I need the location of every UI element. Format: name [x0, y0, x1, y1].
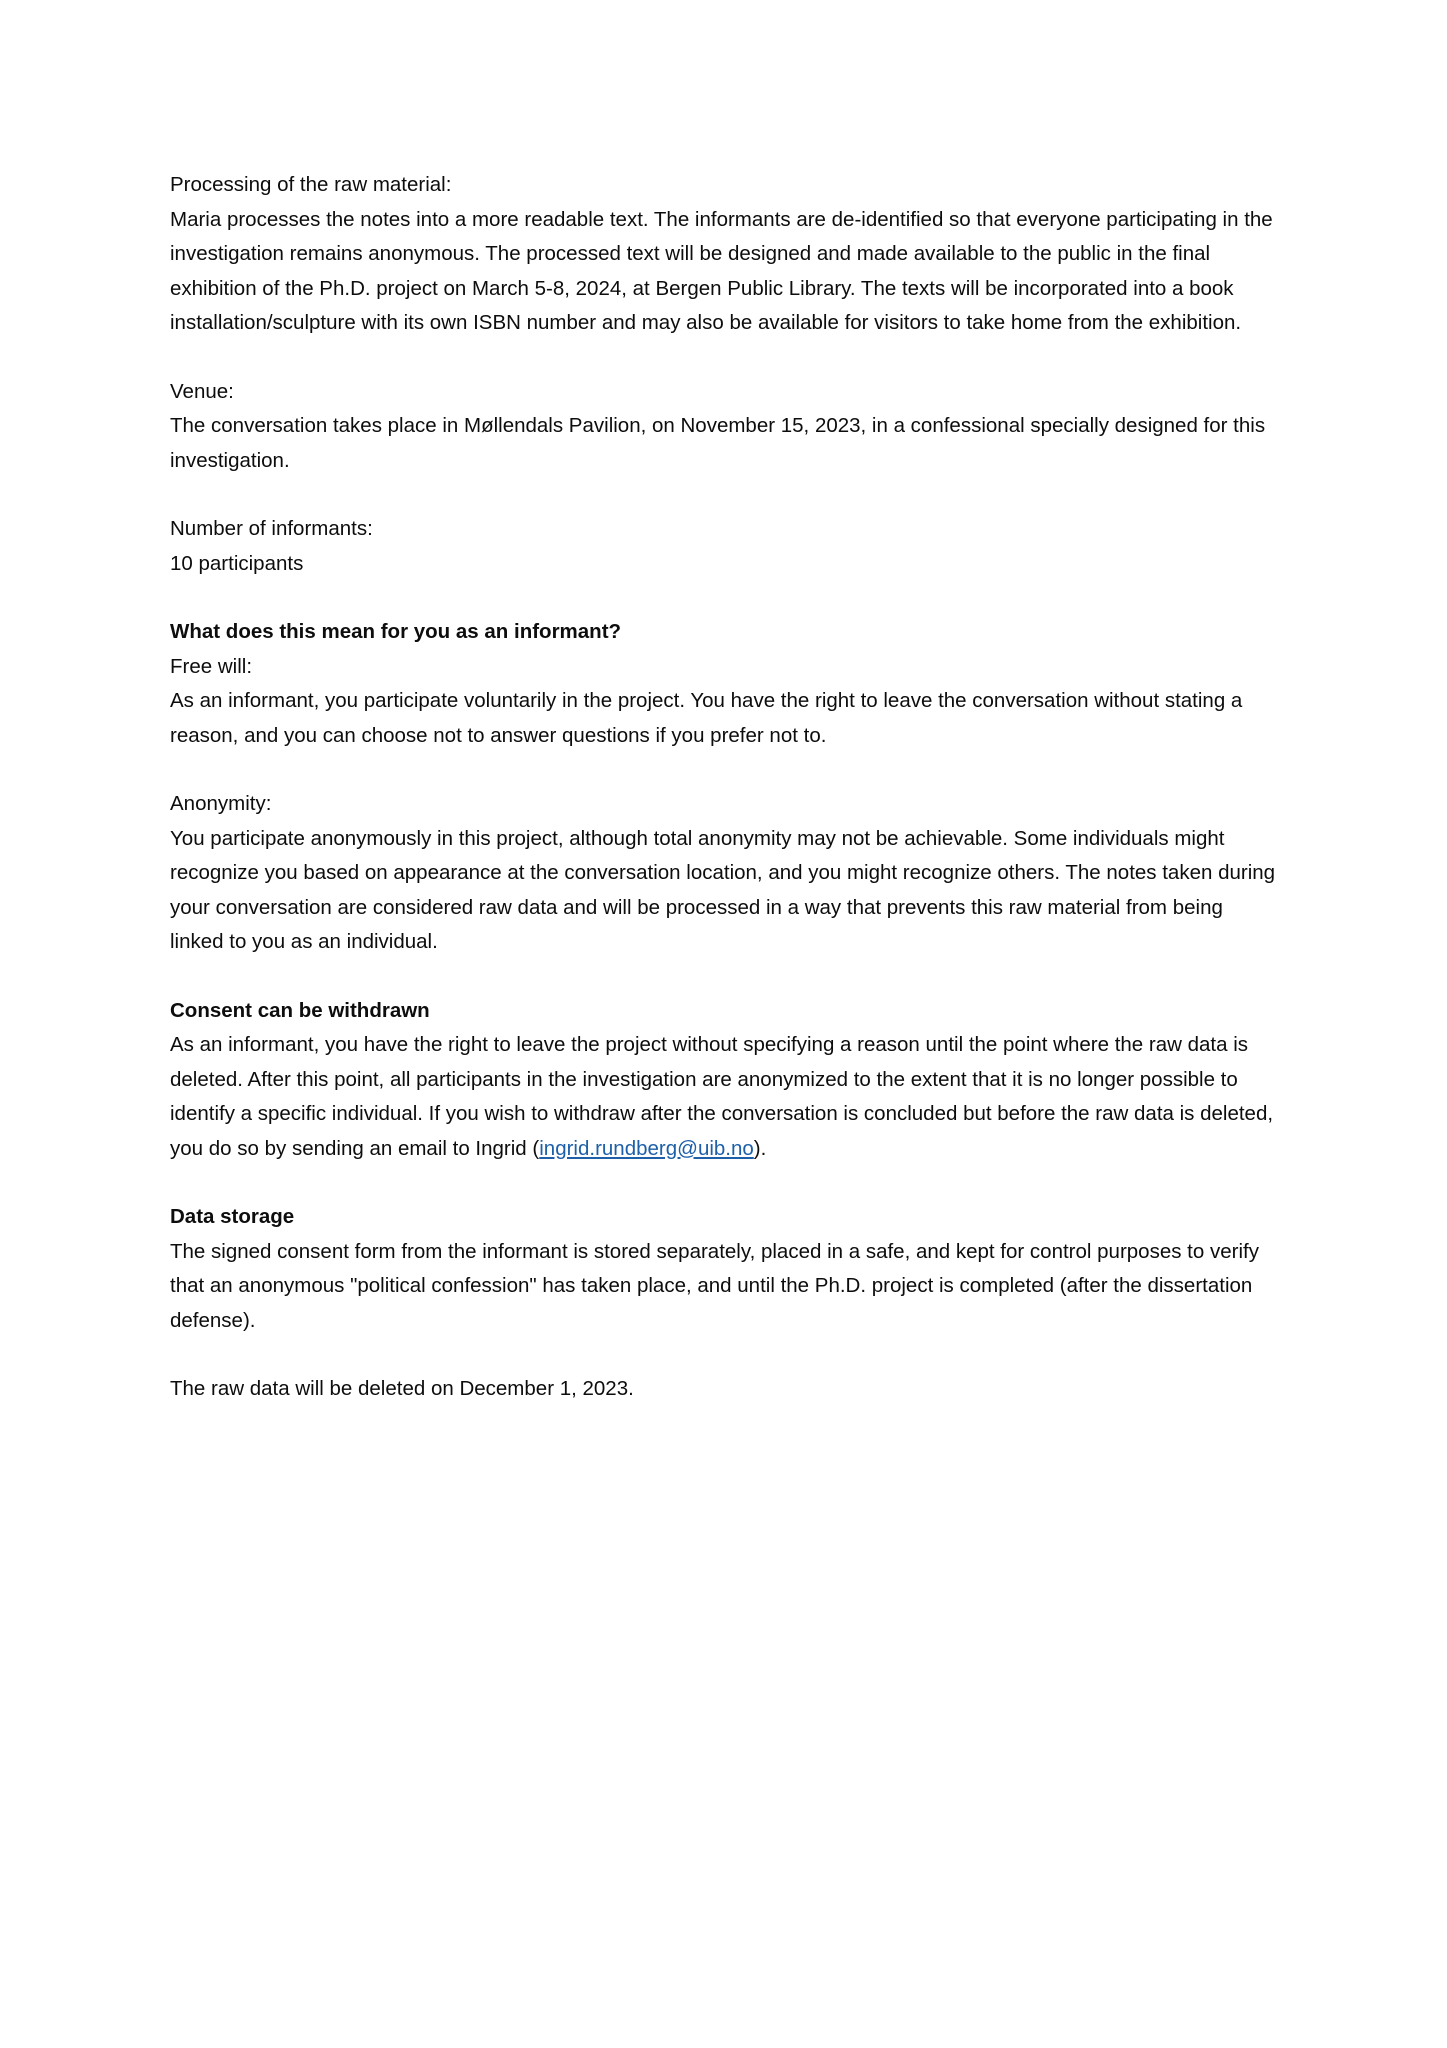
- section-anonymity-heading: Anonymity:: [170, 792, 272, 815]
- paragraph-spacer: [170, 1166, 1278, 1200]
- section-meaning: [170, 615, 1278, 753]
- section-meaning-subheading: Free will:: [170, 654, 253, 678]
- email-link-ingrid[interactable]: ingrid.rundberg@uib.no: [539, 1136, 754, 1160]
- section-venue-heading: Venue:: [170, 379, 234, 403]
- section-processing-text: Maria processes the notes into a more readable text. The informants are de-identified so that everyone participating in the investigation remains anonymous. The processed text will be designed and made available to the public in the final exhibition of the Ph.D. project on March 5-8, 2024, at Bergen Public Library. The texts will be incorporated into a book installation/sculpture with its own ISBN number and may also be available for visitors to take home from the exhibition.: [170, 207, 1273, 334]
- section-processing-heading: Processing of the raw material:: [170, 173, 452, 196]
- section-data-storage: [170, 1200, 1278, 1338]
- section-informants-text: 10 participants: [170, 551, 304, 575]
- section-consent-text-after-link: ).: [753, 1136, 767, 1160]
- document-body: [170, 168, 1278, 1407]
- section-consent: [170, 994, 1278, 1167]
- section-meaning-heading: What does this mean for you as an informant?: [170, 620, 622, 643]
- section-deletion: [170, 1372, 1278, 1407]
- section-consent-heading: Consent can be withdrawn: [170, 998, 430, 1022]
- section-data-storage-heading: Data storage: [170, 1205, 295, 1228]
- paragraph-spacer: [170, 341, 1278, 375]
- section-consent-text-before-link: As an informant, you have the right to leave the project without specifying a reason until the point where the raw data is deleted. After this point, all participants in the investigation are anonymized to the extent that it is no longer possible to identify a specific individual. If you wish to withdraw after the conversation is concluded but before the raw data is deleted, you do so by sending an email to Ingrid (: [170, 1033, 1274, 1160]
- section-informants-heading: Number of informants:: [170, 517, 373, 540]
- section-venue: [170, 375, 1278, 479]
- paragraph-spacer: [170, 753, 1278, 787]
- paragraph-spacer: [170, 960, 1278, 994]
- section-venue-text: The conversation takes place in Møllendals Pavilion, on November 15, 2023, in a confessional specially designed for this investigation.: [170, 414, 1266, 472]
- section-anonymity: [170, 787, 1278, 960]
- section-processing: [170, 168, 1278, 341]
- paragraph-spacer: [170, 1338, 1278, 1372]
- section-informants: [170, 512, 1278, 581]
- section-anonymity-text: You participate anonymously in this project, although total anonymity may not be achievable. Some individuals might recognize you based on appearance at the conversation location, and you might recognize others. The notes taken during your conversation are considered raw data and will be processed in a way that prevents this raw material from being linked to you as an individual.: [170, 826, 1276, 953]
- section-data-storage-text: The signed consent form from the informant is stored separately, placed in a safe, and kept for control purposes to verify that an anonymous "political confession" has taken place, and until the Ph.D. project is completed (after the dissertation defense).: [170, 1239, 1259, 1332]
- paragraph-spacer: [170, 581, 1278, 615]
- section-meaning-text: As an informant, you participate voluntarily in the project. You have the right to leave the conversation without stating a reason, and you can choose not to answer questions if you prefer not to.: [170, 689, 1243, 747]
- section-deletion-text: The raw data will be deleted on December 1, 2023.: [170, 1377, 634, 1400]
- paragraph-spacer: [170, 478, 1278, 512]
